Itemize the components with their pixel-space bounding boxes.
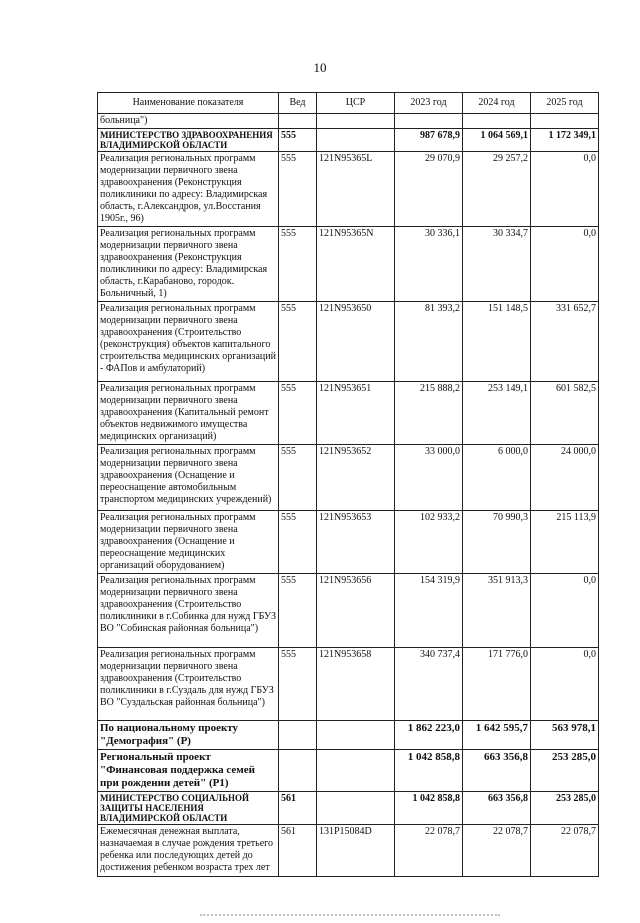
table-row (98, 445, 599, 511)
table-row (98, 227, 599, 302)
table-body (98, 114, 599, 877)
cell-y2023: 215 888,2 (395, 382, 463, 445)
cell-csr: 121N953653 (317, 511, 395, 574)
cell-y2025: 215 113,9 (531, 511, 599, 574)
cell-y2023: 29 070,9 (395, 152, 463, 227)
cell-y2025: 0,0 (531, 574, 599, 648)
cell-ved: 555 (279, 227, 317, 302)
cell-csr (317, 792, 395, 825)
cell-y2023: 22 078,7 (395, 825, 463, 877)
cell-name: МИНИСТЕРСТВО ЗДРАВООХРАНЕНИЯ ВЛАДИМИРСКОЙ ОБЛАСТИ (98, 129, 279, 152)
cell-name: Реализация региональных программ модернизации первичного звена здравоохранения (Реконструкция поликлиники по адресу: Владимирская область, г.Александров, ул.Восстания 1905г., 96) (98, 152, 279, 227)
cell-y2024: 1 642 595,7 (463, 721, 531, 750)
cell-name: Реализация региональных программ модернизации первичного звена здравоохранения (Строительство поликлиники в г.Собинка для нужд ГБУЗ ВО "Собинская районная больница") (98, 574, 279, 648)
cell-y2023: 1 862 223,0 (395, 721, 463, 750)
cell-ved: 555 (279, 648, 317, 721)
cell-y2025: 24 000,0 (531, 445, 599, 511)
cell-y2025: 0,0 (531, 227, 599, 302)
cell-csr: 121N95365N (317, 227, 395, 302)
cell-csr (317, 129, 395, 152)
cell-name: Реализация региональных программ модернизации первичного звена здравоохранения (Строительство (реконструкция) объектов капитального строительства медицинских организаций - ФАПов и амбулаторий) (98, 302, 279, 382)
header-csr: ЦСР (317, 93, 395, 114)
cell-y2023: 81 393,2 (395, 302, 463, 382)
cell-ved (279, 721, 317, 750)
cell-name: Реализация региональных программ модернизации первичного звена здравоохранения (Строительство поликлиники в г.Суздаль для нужд ГБУЗ ВО "Суздальская районная больница") (98, 648, 279, 721)
cell-y2024 (463, 114, 531, 129)
table-row (98, 511, 599, 574)
cell-y2024: 351 913,3 (463, 574, 531, 648)
budget-table (97, 92, 599, 877)
header-ved: Вед (279, 93, 317, 114)
cell-y2025: 601 582,5 (531, 382, 599, 445)
cell-y2024: 151 148,5 (463, 302, 531, 382)
cell-y2023: 102 933,2 (395, 511, 463, 574)
cell-y2024: 253 149,1 (463, 382, 531, 445)
cell-y2024: 6 000,0 (463, 445, 531, 511)
table-row (98, 574, 599, 648)
cell-y2025: 253 285,0 (531, 750, 599, 792)
cell-y2025: 563 978,1 (531, 721, 599, 750)
cell-ved: 555 (279, 302, 317, 382)
cell-y2024: 30 334,7 (463, 227, 531, 302)
cell-y2023: 154 319,9 (395, 574, 463, 648)
table-row (98, 302, 599, 382)
table-row (98, 825, 599, 877)
cell-y2023: 30 336,1 (395, 227, 463, 302)
cell-name: По национальному проекту "Демография" (P) (98, 721, 279, 750)
cell-y2025: 0,0 (531, 152, 599, 227)
cell-csr: 121N953656 (317, 574, 395, 648)
cell-y2024: 663 356,8 (463, 750, 531, 792)
cell-ved: 561 (279, 825, 317, 877)
scan-artifact-line (200, 914, 500, 920)
header-2025: 2025 год (531, 93, 599, 114)
cell-ved: 555 (279, 152, 317, 227)
cell-ved: 555 (279, 574, 317, 648)
cell-ved: 555 (279, 129, 317, 152)
cell-csr: 131P15084D (317, 825, 395, 877)
cell-y2024: 171 776,0 (463, 648, 531, 721)
cell-name: МИНИСТЕРСТВО СОЦИАЛЬНОЙ ЗАЩИТЫ НАСЕЛЕНИЯ ВЛАДИМИРСКОЙ ОБЛАСТИ (98, 792, 279, 825)
table-row (98, 152, 599, 227)
header-2024: 2024 год (463, 93, 531, 114)
cell-name: Ежемесячная денежная выплата, назначаемая в случае рождения третьего ребенка или последующих детей до достижения ребенком возраста трех лет (98, 825, 279, 877)
page-number: 10 (313, 60, 327, 75)
table-row (98, 750, 599, 792)
cell-name: Реализация региональных программ модернизации первичного звена здравоохранения (Капитальный ремонт объектов недвижимого имущества медицинских организаций) (98, 382, 279, 445)
table-row (98, 129, 599, 152)
cell-ved: 555 (279, 445, 317, 511)
table-header-row (98, 93, 599, 114)
cell-csr: 121N953650 (317, 302, 395, 382)
table-row (98, 382, 599, 445)
cell-y2025: 331 652,7 (531, 302, 599, 382)
table-row (98, 114, 599, 129)
cell-y2025: 1 172 349,1 (531, 129, 599, 152)
cell-name: больница") (98, 114, 279, 129)
header-name: Наименование показателя (98, 93, 279, 114)
cell-y2023: 987 678,9 (395, 129, 463, 152)
cell-ved: 561 (279, 792, 317, 825)
cell-csr: 121N953658 (317, 648, 395, 721)
cell-csr (317, 114, 395, 129)
cell-name: Реализация региональных программ модернизации первичного звена здравоохранения (Оснащение и переоснащение медицинских организаций оборудованием) (98, 511, 279, 574)
cell-y2024: 1 064 569,1 (463, 129, 531, 152)
cell-csr: 121N95365L (317, 152, 395, 227)
cell-ved (279, 750, 317, 792)
cell-csr (317, 721, 395, 750)
cell-y2024: 29 257,2 (463, 152, 531, 227)
cell-y2024: 70 990,3 (463, 511, 531, 574)
cell-y2023 (395, 114, 463, 129)
cell-y2025 (531, 114, 599, 129)
cell-y2025: 0,0 (531, 648, 599, 721)
cell-y2023: 1 042 858,8 (395, 750, 463, 792)
cell-ved: 555 (279, 511, 317, 574)
cell-y2025: 22 078,7 (531, 825, 599, 877)
table-row (98, 792, 599, 825)
cell-csr (317, 750, 395, 792)
cell-name: Региональный проект "Финансовая поддержка семей при рождении детей" (P1) (98, 750, 279, 792)
cell-y2023: 1 042 858,8 (395, 792, 463, 825)
cell-csr: 121N953651 (317, 382, 395, 445)
header-2023: 2023 год (395, 93, 463, 114)
cell-csr: 121N953652 (317, 445, 395, 511)
cell-y2025: 253 285,0 (531, 792, 599, 825)
table-row (98, 648, 599, 721)
cell-y2024: 663 356,8 (463, 792, 531, 825)
cell-ved (279, 114, 317, 129)
cell-y2023: 33 000,0 (395, 445, 463, 511)
cell-name: Реализация региональных программ модернизации первичного звена здравоохранения (Реконструкция поликлиники по адресу: Владимирская область, г.Карабаново, городок. Больничный, 1) (98, 227, 279, 302)
table-row (98, 721, 599, 750)
cell-ved: 555 (279, 382, 317, 445)
cell-name: Реализация региональных программ модернизации первичного звена здравоохранения (Оснащение и переоснащение автомобильным транспортом медицинских учреждений) (98, 445, 279, 511)
cell-y2023: 340 737,4 (395, 648, 463, 721)
cell-y2024: 22 078,7 (463, 825, 531, 877)
